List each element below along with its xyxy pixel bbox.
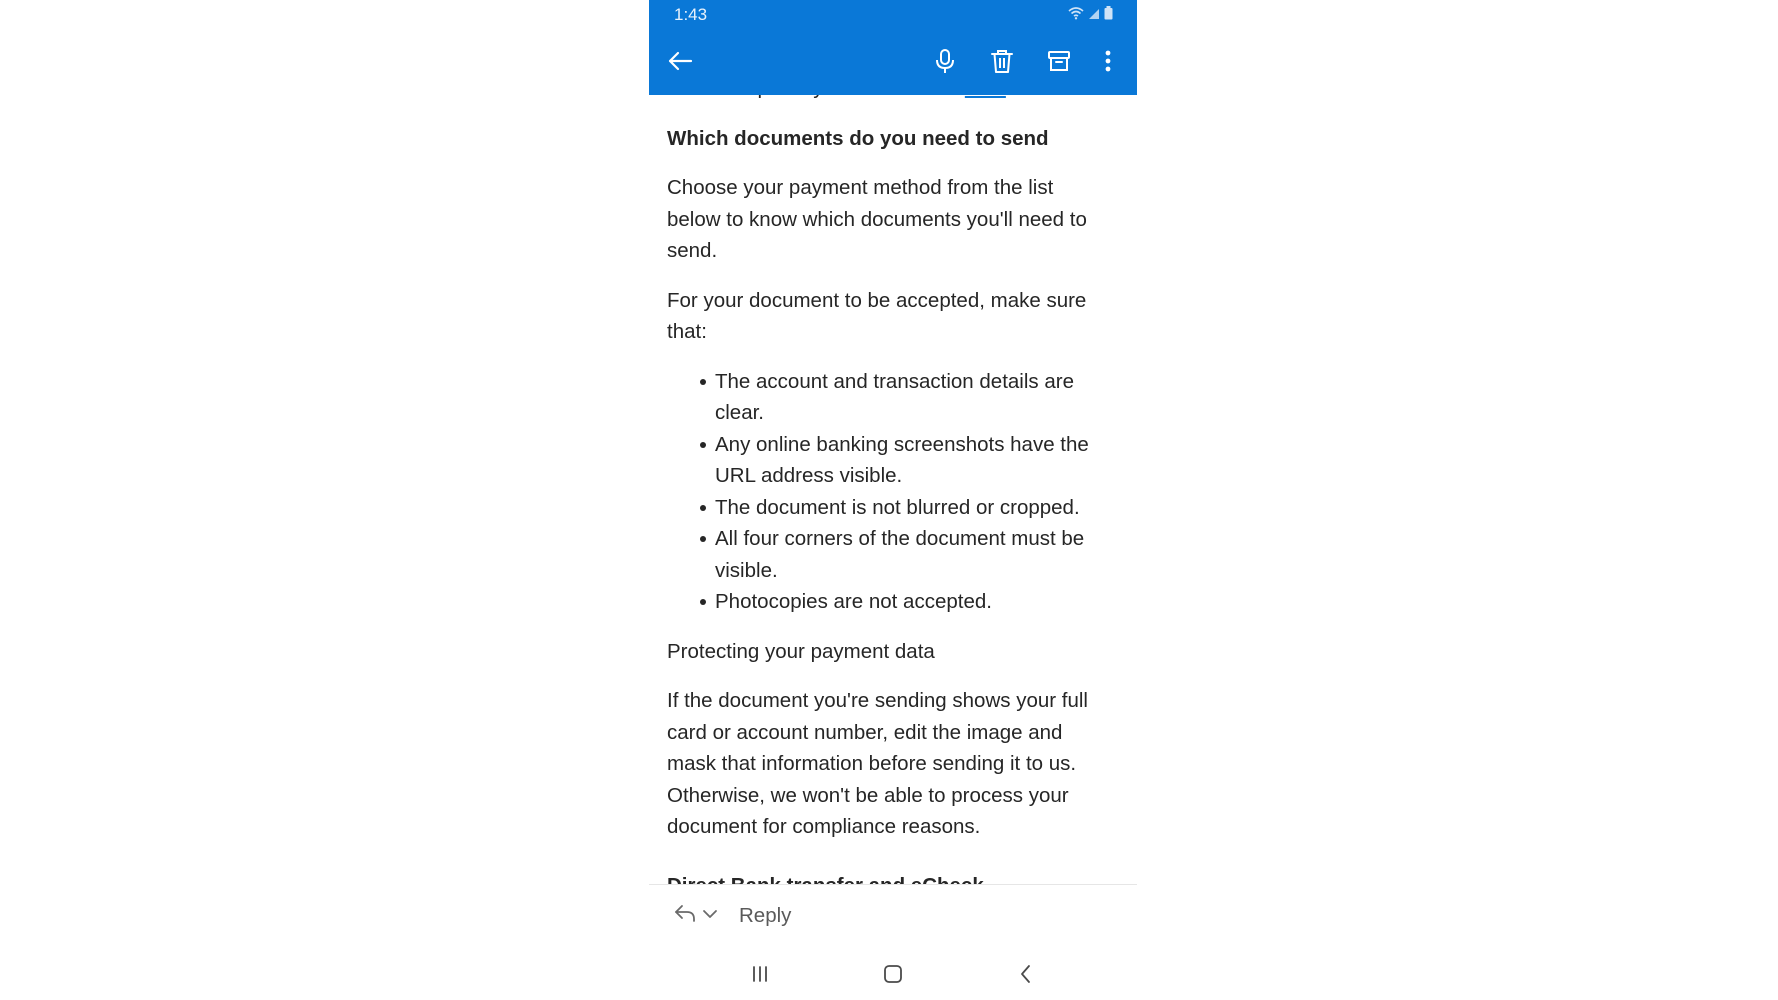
reply-button[interactable]: Reply (739, 904, 792, 927)
trash-icon[interactable] (985, 44, 1019, 78)
list-item: Photocopies are not accepted. (715, 586, 1107, 618)
section-heading: Which documents do you need to send (667, 126, 1049, 150)
reply-icon[interactable] (673, 903, 697, 928)
phone-screen (649, 0, 1137, 1000)
back-icon[interactable] (1011, 960, 1041, 988)
status-icons (1068, 6, 1113, 25)
list-item: Any online banking screenshots have the URL address visible. (715, 429, 1107, 492)
list-item: All four corners of the document must be visible. (715, 523, 1107, 586)
top-app-bar (649, 0, 1137, 95)
status-time: 1:43 (674, 5, 708, 24)
reply-bar (649, 884, 1137, 947)
next-section-clip (667, 862, 1107, 884)
system-nav-bar (649, 948, 1137, 1000)
battery-icon (1104, 6, 1113, 25)
more-vertical-icon[interactable] (1091, 44, 1125, 78)
protect-body: If the document you're sending shows your full card or account number, edit the image and mask that information before sending it to us. Otherwise, we won't be able to process your document for compliance reasons. (667, 689, 1088, 838)
wifi-icon (1068, 6, 1084, 25)
list-item: The account and transaction details are clear. (715, 366, 1107, 429)
paragraph-choose-method: Choose your payment method from the list below to know which documents you'll need to send. (667, 176, 1087, 262)
email-body (667, 72, 1107, 843)
home-icon[interactable] (878, 960, 908, 988)
recent-apps-icon[interactable] (745, 960, 775, 988)
paragraph-acceptance: For your document to be accepted, make sure that: (667, 288, 1087, 343)
archive-icon[interactable] (1042, 44, 1076, 78)
list-item: The document is not blurred or cropped. (715, 492, 1107, 524)
chevron-down-icon[interactable] (702, 907, 718, 925)
signal-icon (1088, 7, 1100, 25)
back-arrow-icon[interactable] (663, 44, 697, 78)
protect-title: Protecting your payment data (667, 639, 935, 663)
microphone-icon[interactable] (928, 44, 962, 78)
requirements-list (667, 366, 1107, 618)
